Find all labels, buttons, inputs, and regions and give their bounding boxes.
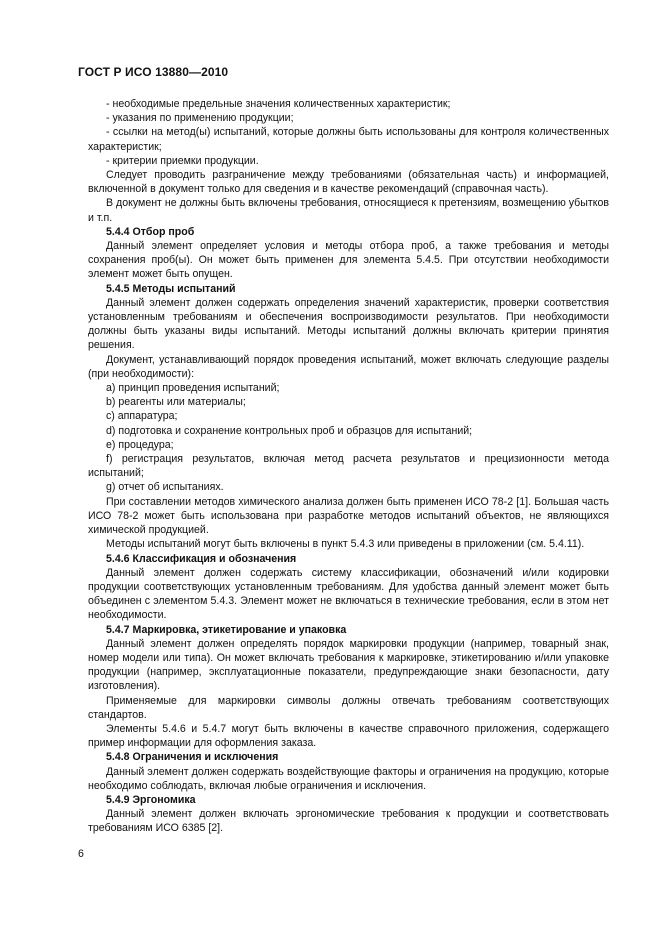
paragraph: - необходимые предельные значения количественных характеристик;	[106, 98, 451, 110]
paragraph: Данный элемент должен содержать определения значений характеристик, проверки соответствия установленным требованиям и обеспечения воспроизводимости результатов. При необходимости должны быть указаны виды испытаний. Методы испытаний должны включать критерии принятия решения.	[88, 296, 609, 352]
paragraph: Следует проводить разграничение между требованиями (обязательная часть) и информацией, включенной в документ только для сведения и в качестве рекомендаций (справочная часть).	[88, 169, 609, 196]
section-heading: 5.4.9 Эргономика	[106, 793, 196, 806]
paragraph: Данный элемент должен содержать воздействующие факторы и ограничения на продукцию, которые необходимо соблюдать, включая любые ограничения и исключения.	[88, 765, 609, 792]
list-item: e) процедура;	[106, 438, 174, 451]
paragraph: - ссылки на метод(ы) испытаний, которые должны быть использованы для контроля количественных характеристик;	[88, 126, 609, 153]
document-header: ГОСТ Р ИСО 13880—2010	[78, 65, 229, 79]
paragraph: - критерии приемки продукции.	[106, 154, 259, 167]
section-heading: 5.4.8 Ограничения и исключения	[106, 751, 279, 764]
section-heading: 5.4.5 Методы испытаний	[106, 282, 236, 295]
section-heading: 5.4.6 Классификация и обозначения	[106, 552, 297, 565]
section-heading: 5.4.4 Отбор проб	[106, 225, 195, 238]
list-item: g) отчет об испытаниях.	[106, 481, 224, 494]
page-body	[88, 97, 609, 836]
paragraph: Данный элемент должен определять порядок маркировки продукции (например, товарный знак, номер модели или типа). Он может включать требования к маркировке, этикетированию и/или упаковке продукции (например, эксплуатационные показатели, предупреждающие знаки безопасности, дату изготовления).	[88, 637, 609, 693]
paragraph: - указания по применению продукции;	[106, 112, 294, 125]
paragraph: Данный элемент должен содержать систему классификации, обозначений и/или кодировки продукции соответствующих установленным требованиям. Для удобства данный элемент может быть объединен с элементом 5.4.3. Элемент может не включаться в технические требования, если в этом нет необходимости.	[88, 566, 609, 622]
section-heading: 5.4.7 Маркировка, этикетирование и упаковка	[106, 623, 347, 636]
list-item: a) принцип проведения испытаний;	[106, 382, 280, 395]
paragraph: Применяемые для маркировки символы должны отвечать требованиям соответствующих стандартов.	[88, 694, 609, 721]
paragraph: При составлении методов химического анализа должен быть применен ИСО 78-2 [1]. Большая часть ИСО 78-2 может быть использована при разработке методов испытаний объектов, не являющихся химической продукцией.	[88, 495, 609, 537]
list-item: d) подготовка и сохранение контрольных проб и образцов для испытаний;	[106, 424, 473, 437]
list-item: c) аппаратура;	[106, 410, 178, 423]
paragraph: Методы испытаний могут быть включены в пункт 5.4.3 или приведены в приложении (см. 5.4.11).	[106, 538, 585, 551]
list-item: f) регистрация результатов, включая метод расчета результатов и прецизионности метода испытаний;	[88, 453, 609, 480]
list-item: b) реагенты или материалы;	[106, 396, 246, 409]
paragraph: Данный элемент определяет условия и методы отбора проб, а также требования и методы сохранения проб(ы). Он может быть применен для элемента 5.4.5. При отсутствии необходимости элемент может быть опущен.	[88, 240, 609, 281]
paragraph: Элементы 5.4.6 и 5.4.7 могут быть включены в качестве справочного приложения, содержащего пример информации для оформления заказа.	[88, 722, 609, 750]
paragraph: В документ не должны быть включены требования, относящиеся к претензиям, возмещению убытков и т.п.	[88, 197, 609, 224]
paragraph: Данный элемент должен включать эргономические требования к продукции и соответствовать требованиям ИСО 6385 [2].	[88, 808, 609, 835]
page-number: 6	[78, 848, 84, 860]
paragraph: Документ, устанавливающий порядок проведения испытаний, может включать следующие разделы (при необходимости):	[88, 353, 609, 380]
